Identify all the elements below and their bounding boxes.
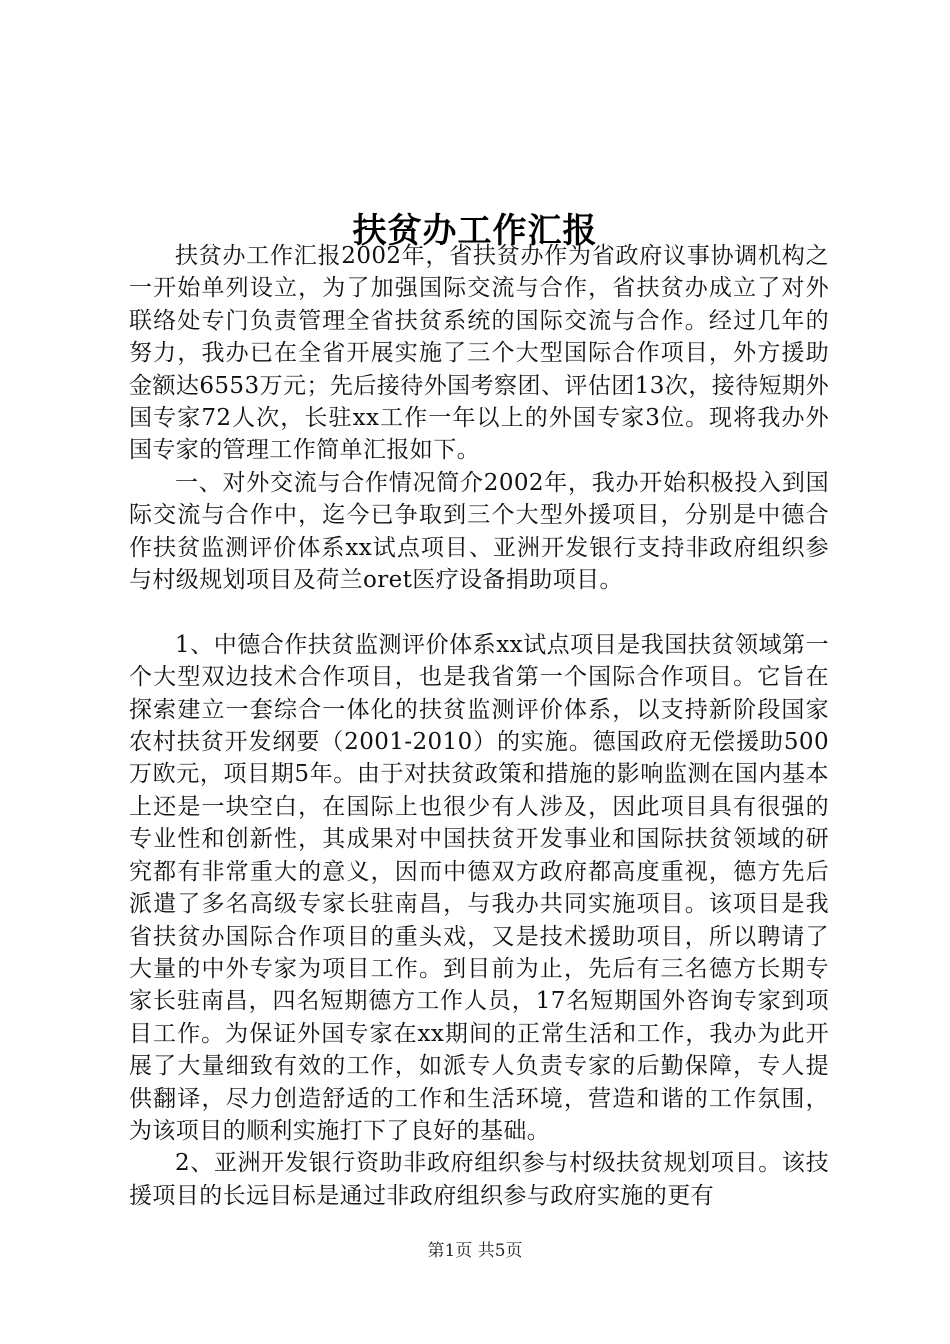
document-title: 扶贫办工作汇报 [352,210,598,251]
document-body [129,240,829,1212]
paragraph-intro: 扶贫办工作汇报2002年，省扶贫办作为省政府议事协调机构之一开始单列设立，为了加强国际交流与合作，省扶贫办成立了对外联络处专门负责管理全省扶贫系统的国际交流与合作。经过几年的努力，我办已在全省开展实施了三个大型国际合作项目，外方援助金额达6553万元；先后接待外国考察团、评估团13次，接待短期外国专家72人次，长驻xx工作一年以上的外国专家3位。现将我办外国专家的管理工作简单汇报如下。 [129,243,829,464]
paragraph-section-one: 一、对外交流与合作情况简介2002年，我办开始积极投入到国际交流与合作中，迄今已争取到三个大型外援项目，分别是中德合作扶贫监测评价体系xx试点项目、亚洲开发银行支持非政府组织参与村级规划项目及荷兰oret医疗设备捐助项目。 [129,469,829,594]
paragraph-item-two: 2、亚洲开发银行资助非政府组织参与村级扶贫规划项目。该技援项目的长远目标是通过非政府组织参与政府实施的更有 [129,1150,829,1209]
paragraph-spacer [129,596,829,628]
paragraph-item-one: 1、中德合作扶贫监测评价体系xx试点项目是我国扶贫领域第一个大型双边技术合作项目，也是我省第一个国际合作项目。它旨在探索建立一套综合一体化的扶贫监测评价体系，以支持新阶段国家农村扶贫开发纲要（2001-2010）的实施。德国政府无偿援助500万欧元，项目期5年。由于对扶贫政策和措施的影响监测在国内基本上还是一块空白，在国际上也很少有人涉及，因此项目具有很强的专业性和创新性，其成果对中国扶贫开发事业和国际扶贫领域的研究都有非常重大的意义，因而中德双方政府都高度重视，德方先后派遣了多名高级专家长驻南昌，与我办共同实施项目。该项目是我省扶贫办国际合作项目的重头戏，又是技术援助项目，所以聘请了大量的中外专家为项目工作。到目前为止，先后有三名德方长期专家长驻南昌，四名短期德方工作人员，17名短期国外咨询专家到项目工作。为保证外国专家在xx期间的正常生活和工作，我办为此开展了大量细致有效的工作，如派专人负责专家的后勤保障，专人提供翻译，尽力创造舒适的工作和生活环境，营造和谐的工作氛围，为该项目的顺利实施打下了良好的基础。 [129,631,829,1144]
page-footer: 第1页 共5页 [427,1241,523,1261]
